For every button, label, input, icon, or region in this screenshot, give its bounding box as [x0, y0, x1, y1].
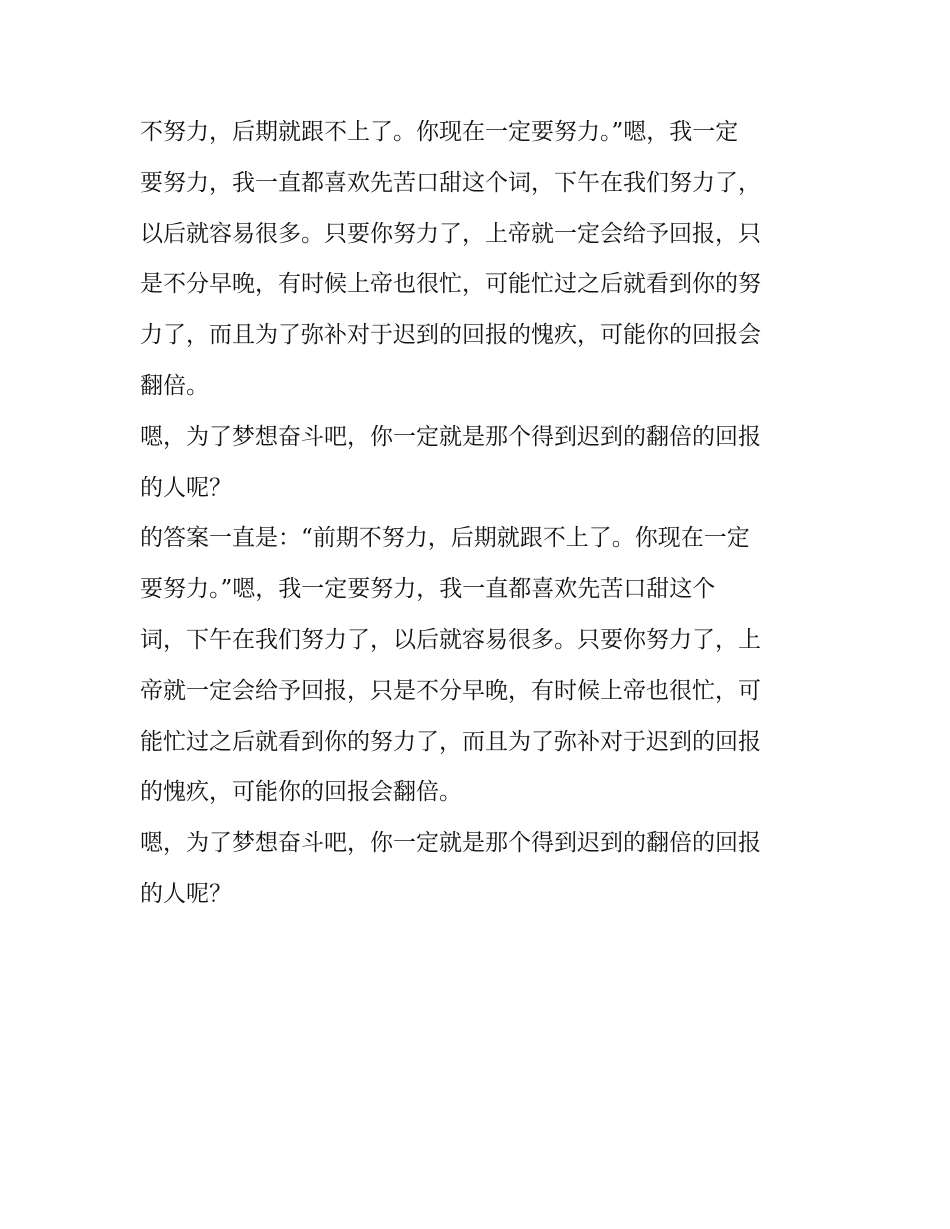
text-line: 的人呢？: [140, 474, 232, 501]
text-line: 翻倍。: [140, 372, 209, 399]
text-line: 是不分早晚，有时候上帝也很忙，可能忙过之后就看到你的努: [140, 271, 761, 298]
text-line: 嗯，为了梦想奋斗吧，你一定就是那个得到迟到的翻倍的回报: [140, 830, 761, 857]
text-line: 能忙过之后就看到你的努力了，而且为了弥补对于迟到的回报: [140, 728, 761, 755]
text-line: 要努力，我一直都喜欢先苦口甜这个词，下午在我们努力了，: [140, 169, 761, 196]
text-line: 的愧疚，可能你的回报会翻倍。: [140, 779, 462, 806]
text-line: 力了，而且为了弥补对于迟到的回报的愧疚，可能你的回报会: [140, 322, 761, 349]
text-line: 嗯，为了梦想奋斗吧，你一定就是那个得到迟到的翻倍的回报: [140, 423, 761, 450]
text-line: 的人呢？: [140, 880, 232, 907]
text-line: 的答案一直是：“前期不努力，后期就跟不上了。你现在一定: [140, 525, 750, 552]
text-line: 词，下午在我们努力了，以后就容易很多。只要你努力了，上: [140, 626, 761, 653]
text-line: 帝就一定会给予回报，只是不分早晚，有时候上帝也很忙，可: [140, 677, 761, 704]
text-line: 不努力，后期就跟不上了。你现在一定要努力。”嗯，我一定: [140, 119, 739, 145]
document-body: [140, 107, 820, 920]
text-line: 以后就容易很多。只要你努力了，上帝就一定会给予回报，只: [140, 220, 761, 247]
text-line: 要努力。”嗯，我一定要努力，我一直都喜欢先苦口甜这个: [140, 576, 716, 603]
